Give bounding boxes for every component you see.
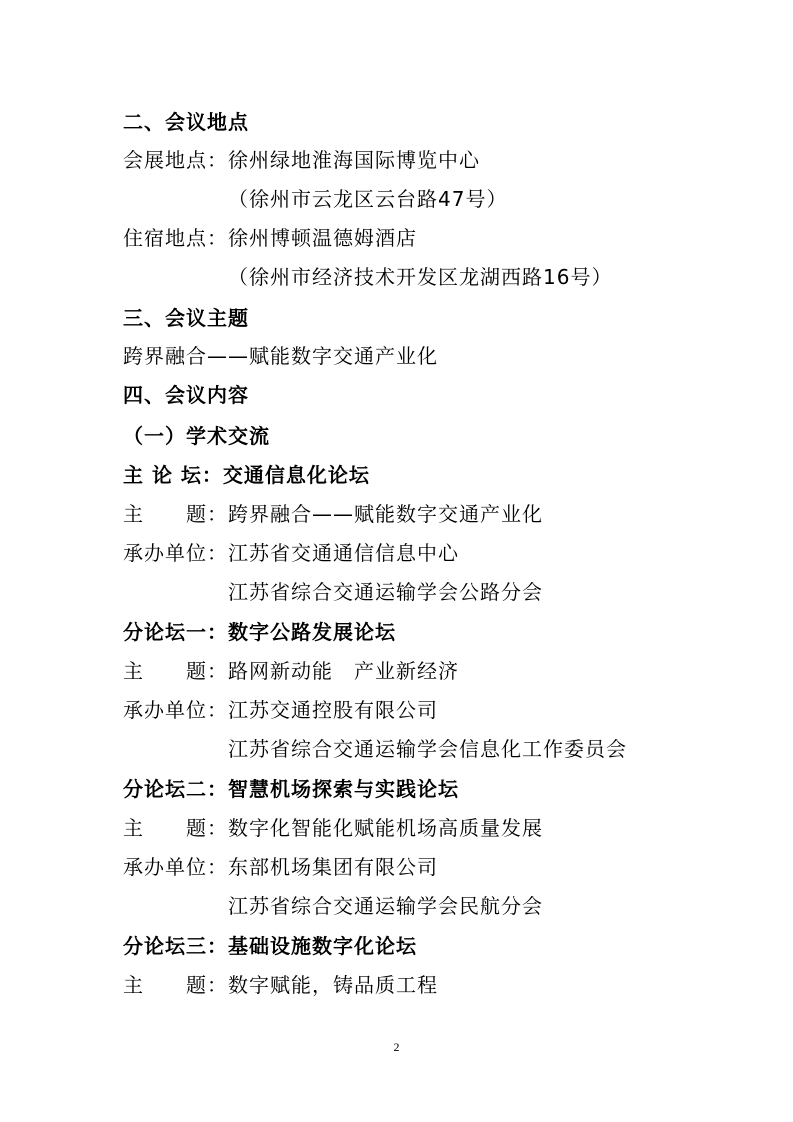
forum-2-org — [123, 855, 438, 879]
section-2-title: 二、会议地点 — [123, 110, 249, 134]
forum-1-org-2: 江苏省综合交通运输学会信息化工作委员会 — [228, 737, 627, 761]
forum-2-title: 分论坛二：智慧机场探索与实践论坛 — [123, 777, 459, 801]
forum-main-org-2: 江苏省综合交通运输学会公路分会 — [228, 580, 543, 604]
page-number: 2 — [393, 1040, 400, 1054]
hotel-label: 住宿地点： — [123, 226, 228, 250]
forum-1-theme — [123, 659, 459, 683]
theme-value: 数字赋能，铸品质工程 — [228, 973, 438, 997]
forum-1-title: 分论坛一：数字公路发展论坛 — [123, 620, 396, 644]
org-label: 承办单位： — [123, 855, 228, 879]
theme-label: 主 题： — [123, 816, 228, 840]
theme-label: 主 题： — [123, 659, 228, 683]
theme-value: 数字化智能化赋能机场高质量发展 — [228, 816, 543, 840]
forum-2-theme — [123, 816, 543, 840]
forum-3-theme — [123, 973, 438, 997]
section-3-title: 三、会议主题 — [123, 306, 249, 330]
forum-main-org — [123, 541, 459, 565]
hotel-name: 徐州博顿温德姆酒店 — [228, 226, 417, 250]
theme-value: 跨界融合——赋能数字交通产业化 — [228, 502, 543, 526]
hotel-line — [123, 226, 417, 250]
forum-main-theme — [123, 502, 543, 526]
venue-label: 会展地点： — [123, 148, 228, 172]
theme-label: 主 题： — [123, 502, 228, 526]
venue-address: （徐州市云龙区云台路47号） — [228, 187, 508, 211]
forum-2-org-2: 江苏省综合交通运输学会民航分会 — [228, 894, 543, 918]
theme-value: 路网新动能 产业新经济 — [228, 659, 459, 683]
venue-name: 徐州绿地淮海国际博览中心 — [228, 148, 480, 172]
org-label: 承办单位： — [123, 698, 228, 722]
section-4-title: 四、会议内容 — [123, 383, 249, 407]
venue-line — [123, 148, 480, 172]
theme-label: 主 题： — [123, 973, 228, 997]
section-4-subtitle: （一）学术交流 — [123, 424, 270, 448]
forum-1-org — [123, 698, 438, 722]
org-label: 承办单位： — [123, 541, 228, 565]
org-value: 江苏省交通通信信息中心 — [228, 541, 459, 565]
forum-3-title: 分论坛三：基础设施数字化论坛 — [123, 934, 417, 958]
section-3-text: 跨界融合——赋能数字交通产业化 — [123, 344, 438, 368]
org-value: 东部机场集团有限公司 — [228, 855, 438, 879]
forum-main-title: 主 论 坛：交通信息化论坛 — [123, 463, 370, 487]
hotel-address: （徐州市经济技术开发区龙湖西路16号） — [228, 265, 613, 289]
org-value: 江苏交通控股有限公司 — [228, 698, 438, 722]
